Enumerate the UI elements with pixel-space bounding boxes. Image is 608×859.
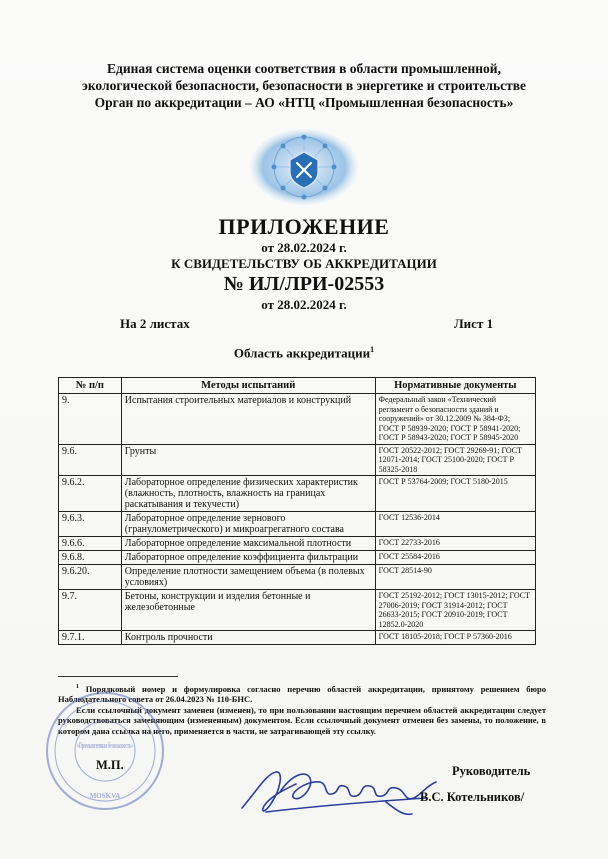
column-header-number: № п/п: [59, 378, 122, 394]
footnote-text-1: Порядковый номер и формулировка согласно перечню областей аккредитации, принятому решением бюро Наблюдательного совета от 26.04.2023 № 110-БНС.: [58, 683, 547, 705]
title-date: от 28.02.2024 г.: [261, 240, 347, 255]
table-row: [59, 565, 536, 590]
sheets-count: На 2 листах: [120, 316, 190, 331]
column-header-methods: Методы испытаний: [121, 378, 375, 394]
cell-method: Определение плотности замещением объема (в полевых условиях): [121, 565, 375, 590]
seal-place-label: М.П.: [96, 758, 124, 772]
footnote-paragraph-2: Если ссылочный документ заменен (изменен), то при пользовании настоящим перечнем областей аккредитации следует руководствоваться заменяющим (измененным) документом. Если ссылочный документ отменен без замены, то положение, в котором дана ссылка на него, применяется в части, не затрагивающей эту ссылку.: [58, 704, 546, 736]
footnote-mark: 1: [76, 684, 79, 690]
title-subtitle: К СВИДЕТЕЛЬСТВУ ОБ АККРЕДИТАЦИИ: [171, 256, 437, 271]
cell-number: 9.6.3.: [59, 512, 122, 537]
header-line-2: экологической безопасности, безопасности в энергетике и строительстве: [81, 78, 526, 93]
cell-documents: ГОСТ 12536-2014: [375, 512, 535, 537]
document-title: ПРИЛОЖЕНИЕ: [218, 214, 390, 239]
accreditation-table: [58, 377, 536, 645]
scope-heading: [0, 345, 608, 361]
table-header-row: [59, 378, 536, 394]
cell-number: 9.6.: [59, 444, 122, 476]
table-row: [59, 590, 536, 631]
seal-stamp-icon: [44, 690, 166, 812]
table-row: [59, 476, 536, 512]
scope-footnote-mark: 1: [370, 345, 375, 354]
header-line-1: Единая система оценки соответствия в области промышленной,: [107, 61, 501, 76]
cell-method: Контроль прочности: [121, 631, 375, 645]
table-row: [59, 537, 536, 551]
cell-number: 9.6.2.: [59, 476, 122, 512]
document-header: [30, 60, 578, 111]
cell-number: 9.7.: [59, 590, 122, 631]
cell-documents: ГОСТ 25584-2016: [375, 551, 535, 565]
stamp-city: MOSKVA: [89, 792, 121, 800]
cell-documents: Федеральный закон «Технический регламент о безопасности зданий и сооружений» от 30.12.2009 № 384-ФЗ; ГОСТ Р 58939-2020; ГОСТ Р 58941-2020; ГОСТ Р 58943-2020; ГОСТ Р 58945-2020: [375, 394, 535, 445]
table-row: [59, 512, 536, 537]
certificate-date: от 28.02.2024 г.: [261, 297, 347, 312]
cell-documents: ГОСТ 25192-2012; ГОСТ 13015-2012; ГОСТ 27006-2019; ГОСТ 31914-2012; ГОСТ 26633-2015; ГОСТ 20910-2019; ГОСТ 12852.0-2020: [375, 590, 535, 631]
table-row: [59, 444, 536, 476]
cell-documents: ГОСТ Р 53764-2009; ГОСТ 5180-2015: [375, 476, 535, 512]
cell-method: Лабораторное определение зернового (гранулометрического) и микроагрегатного состава: [121, 512, 375, 537]
column-header-documents: Нормативные документы: [375, 378, 535, 394]
signer-name: В.С. Котельников/: [420, 790, 525, 804]
cell-documents: ГОСТ 28514-90: [375, 565, 535, 590]
cell-number: 9.6.20.: [59, 565, 122, 590]
cell-method: Испытания строительных материалов и конструкций: [121, 394, 375, 445]
sheet-number: Лист 1: [454, 316, 494, 331]
cell-number: 9.6.6.: [59, 537, 122, 551]
cell-documents: ГОСТ 18105-2018; ГОСТ Р 57360-2016: [375, 631, 535, 645]
table-row: [59, 631, 536, 645]
cell-method: Лабораторное определение коэффициента фильтрации: [121, 551, 375, 565]
table-row: [59, 551, 536, 565]
certificate-number: № ИЛ/ЛРИ-02553: [223, 273, 385, 295]
footnote-separator: [58, 676, 178, 677]
cell-documents: ГОСТ 22733-2016: [375, 537, 535, 551]
cell-number: 9.: [59, 394, 122, 445]
cell-number: 9.7.1.: [59, 631, 122, 645]
header-line-3: Орган по аккредитации – АО «НТЦ «Промышленная безопасность»: [94, 95, 514, 110]
cell-method: Бетоны, конструкции и изделия бетонные и железобетонные: [121, 590, 375, 631]
table-body: [59, 394, 536, 645]
stamp-inner-text: «Промышленная безопасность»: [77, 741, 133, 750]
cell-documents: ГОСТ 20522-2012; ГОСТ 29269-91; ГОСТ 12071-2014; ГОСТ 25100-2020; ГОСТ Р 58325-2018: [375, 444, 535, 476]
scope-label: Область аккредитации: [233, 345, 371, 361]
cell-method: Лабораторное определение максимальной плотности: [121, 537, 375, 551]
signer-role: Руководитель: [452, 764, 531, 778]
cell-number: 9.6.8.: [59, 551, 122, 565]
handwritten-signature-icon: [236, 762, 446, 820]
table-row: [59, 394, 536, 445]
organization-logo-icon: [250, 126, 358, 208]
cell-method: Грунты: [121, 444, 375, 476]
cell-method: Лабораторное определение физических характеристик (влажность, плотность, влажность на границах раскатывания и текучести): [121, 476, 375, 512]
